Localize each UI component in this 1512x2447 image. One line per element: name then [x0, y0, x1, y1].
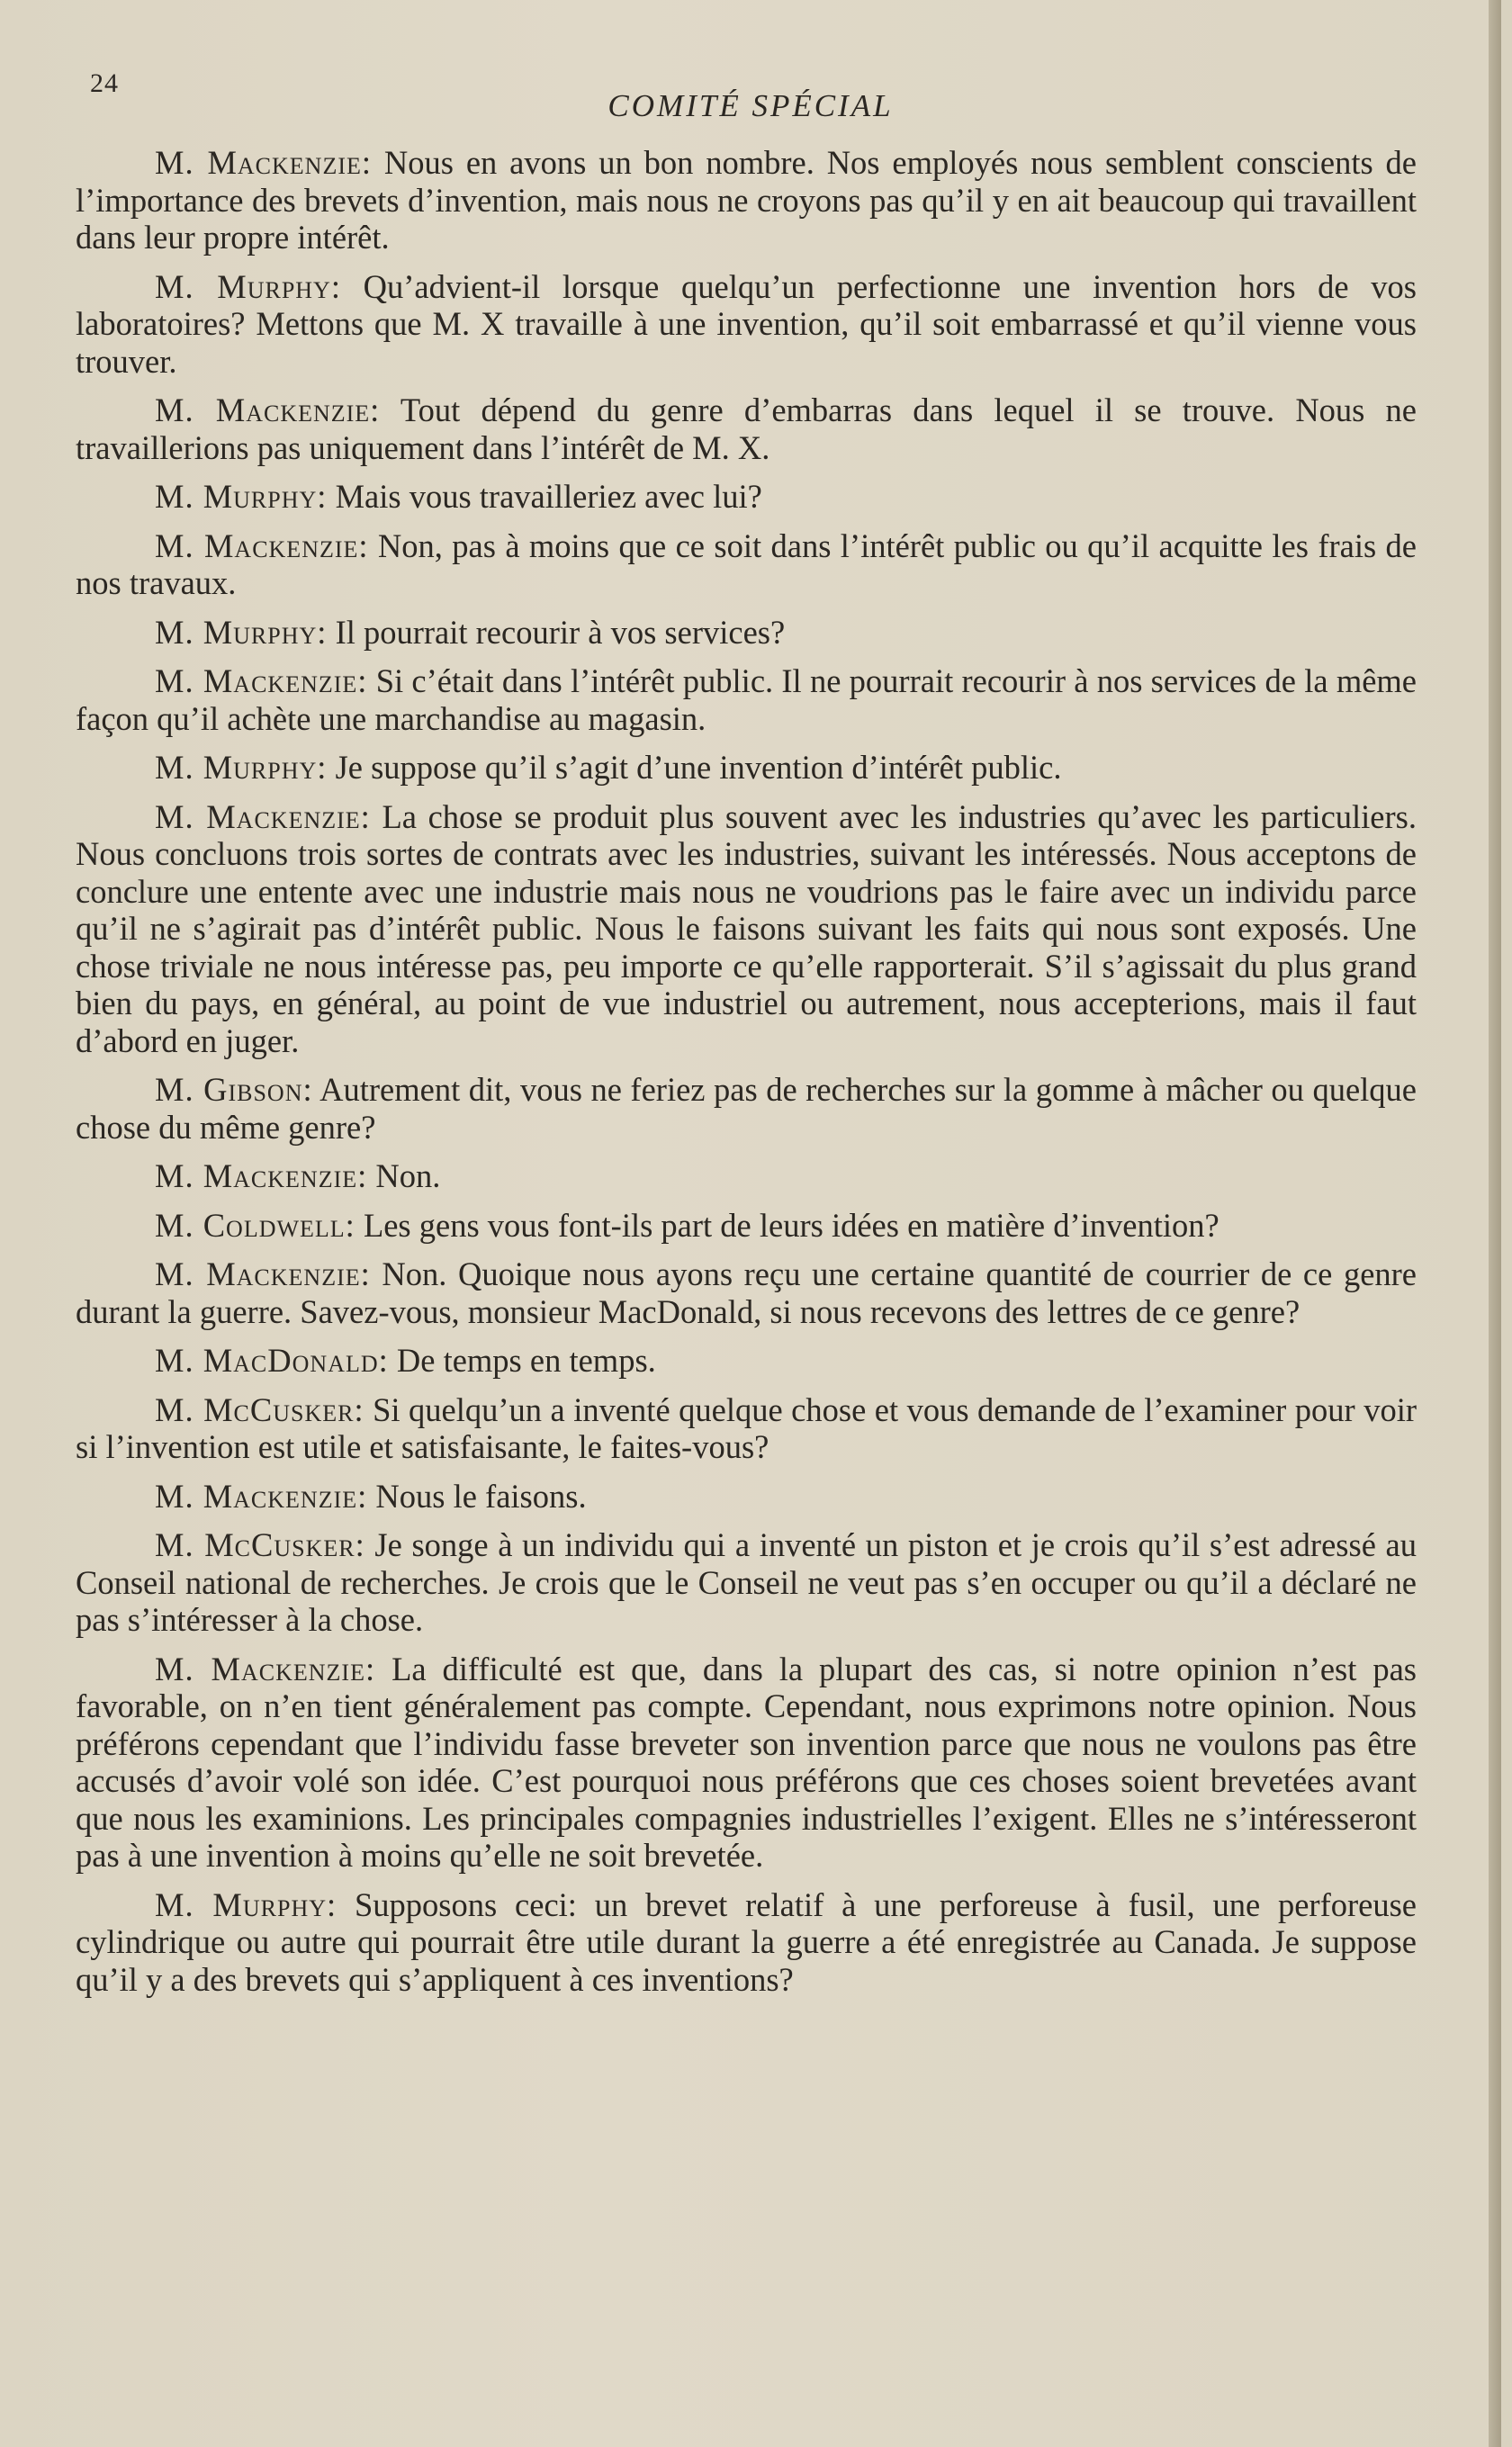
paragraph — [76, 1255, 1417, 1330]
paragraph-text: Mais vous travailleriez avec lui? — [335, 478, 762, 515]
speaker-name: M. Mackenzie: — [155, 1477, 368, 1515]
paragraph-text: Nous en avons un bon nombre. Nos employés nous semblent conscients de l’importance des brevets d’invention, mais nous ne croyons pas qu’il y en ait beaucoup qui travaillent dans leur propre intérêt. — [76, 144, 1417, 256]
paragraph — [76, 749, 1417, 787]
speaker-name: M. Mackenzie: — [155, 662, 368, 699]
speaker-name: M. Mackenzie: — [155, 526, 369, 564]
speaker-name: M. Mackenzie: — [155, 797, 371, 835]
speaker-name: M. Mackenzie: — [155, 1650, 376, 1687]
paragraph — [76, 478, 1417, 516]
paragraph — [76, 527, 1417, 602]
speaker-name: M. Murphy: — [155, 749, 328, 786]
paragraph — [76, 144, 1417, 256]
paragraph — [76, 1886, 1417, 1999]
paragraph — [76, 1157, 1417, 1195]
speaker-name: M. Mackenzie: — [155, 1255, 371, 1292]
paragraph — [76, 798, 1417, 1060]
speaker-name: M. Coldwell: — [155, 1206, 356, 1244]
paragraph — [76, 1526, 1417, 1639]
paragraph — [76, 662, 1417, 737]
paragraph-text: Autrement dit, vous ne feriez pas de recherches sur la gomme à mâcher ou quelque chose du même genre? — [76, 1071, 1417, 1146]
paragraph-text: Je suppose qu’il s’agit d’une invention d’intérêt public. — [335, 749, 1062, 786]
speaker-name: M. McCusker: — [155, 1390, 364, 1428]
paragraph-text: La difficulté est que, dans la plupart des cas, si notre opinion n’est pas favorable, on n’en tient généralement pas compte. Cependant, nous exprimons notre opinion. Nous préférons cependant que l’individu fasse breveter son invention parce que nous ne voulons pas être accusés d’avoir volé son idée. C’est pourquoi nous préférons que ces choses soient brevetées avant que nous les examinions. Les principales compagnies industrielles l’exigent. Elles ne s’intéresseront pas à une invention à moins qu’elle ne soit brevetée. — [76, 1650, 1418, 1874]
transcript-body — [76, 144, 1417, 2010]
paragraph-text: Je songe à un individu qui a inventé un piston et je crois qu’il s’est adressé au Conseil national de recherches. Je crois que le Conseil ne veut pas s’en occuper ou qu’il a déclaré ne pas s’intéresser à la chose. — [76, 1526, 1417, 1638]
paragraph-text: Si c’était dans l’intérêt public. Il ne pourrait recourir à nos services de la même façon qu’il achète une marchandise au magasin. — [76, 662, 1417, 737]
paragraph — [76, 1342, 1417, 1380]
speaker-name: M. Mackenzie: — [155, 391, 381, 428]
paragraph-text: La chose se produit plus souvent avec les industries qu’avec les particuliers. Nous concluons trois sortes de contrats avec les industries, suivant les intéressés. Nous acceptons de conclure une entente avec une industrie mais nous ne voudrions pas le faire avec un individu parce qu’il ne s’agirait pas d’intérêt public. Nous le faisons suivant les faits qui nous sont exposés. Une chose triviale ne nous intéresse pas, peu importe ce qu’elle rapporterait. S’il s’agissait du plus grand bien du pays, en général, au point de vue industriel ou autrement, nous accepterions, mais il faut d’abord en juger. — [76, 797, 1417, 1059]
paragraph-text: Nous le faisons. — [375, 1477, 587, 1515]
paragraph — [76, 268, 1417, 381]
speaker-name: M. Murphy: — [155, 478, 328, 515]
speaker-name: M. Murphy: — [155, 267, 341, 305]
paragraph-text: Non, pas à moins que ce soit dans l’intérêt public ou qu’il acquitte les frais de nos travaux. — [76, 526, 1418, 601]
paragraph-text: Supposons ceci: un brevet relatif à une perforeuse à fusil, une perforeuse cylindrique ou autre qui pourrait être utile durant la guerre a été enregistrée au Canada. Je suppose qu’il y a des brevets qui s’appliquent à ces inventions? — [76, 1885, 1418, 1998]
paragraph — [76, 1071, 1417, 1146]
paragraph-text: Non. Quoique nous ayons reçu une certaine quantité de courrier de ce genre durant la guerre. Savez-vous, monsieur MacDonald, si nous recevons des lettres de ce genre? — [76, 1255, 1417, 1330]
paragraph — [76, 1207, 1417, 1245]
book-binding-edge — [1489, 0, 1501, 2447]
speaker-name: M. MacDonald: — [155, 1342, 389, 1379]
paragraph-text: Qu’advient-il lorsque quelqu’un perfectionne une invention hors de vos laboratoires? Mettons que M. X travaille à une invention, qu’il soit embarrassé et qu’il vienne vous trouver. — [76, 267, 1418, 380]
paragraph — [76, 1391, 1417, 1466]
running-title: COMITÉ SPÉCIAL — [608, 88, 894, 123]
paragraph-text: De temps en temps. — [396, 1342, 656, 1379]
paragraph-text: Si quelqu’un a inventé quelque chose et vous demande de l’examiner pour voir si l’invention est utile et satisfaisante, le faites-vous? — [76, 1390, 1417, 1465]
paragraph-text: Les gens vous font-ils part de leurs idées en matière d’invention? — [363, 1206, 1220, 1244]
speaker-name: M. Mackenzie: — [155, 144, 373, 181]
speaker-name: M. Murphy: — [155, 613, 328, 651]
paragraph-text: Il pourrait recourir à vos services? — [335, 613, 786, 651]
page-number: 24 — [90, 68, 119, 98]
paragraph — [76, 391, 1417, 466]
paragraph-text: Tout dépend du genre d’embarras dans lequel il se trouve. Nous ne travaillerions pas uniquement dans l’intérêt de M. X. — [76, 391, 1418, 466]
speaker-name: M. Gibson: — [155, 1071, 313, 1108]
paragraph — [76, 1478, 1417, 1516]
speaker-name: M. Mackenzie: — [155, 1157, 368, 1194]
paragraph — [76, 614, 1417, 652]
paragraph — [76, 1651, 1417, 1875]
speaker-name: M. Murphy: — [155, 1885, 338, 1923]
paragraph-text: Non. — [375, 1157, 441, 1194]
speaker-name: M. McCusker: — [155, 1526, 365, 1563]
